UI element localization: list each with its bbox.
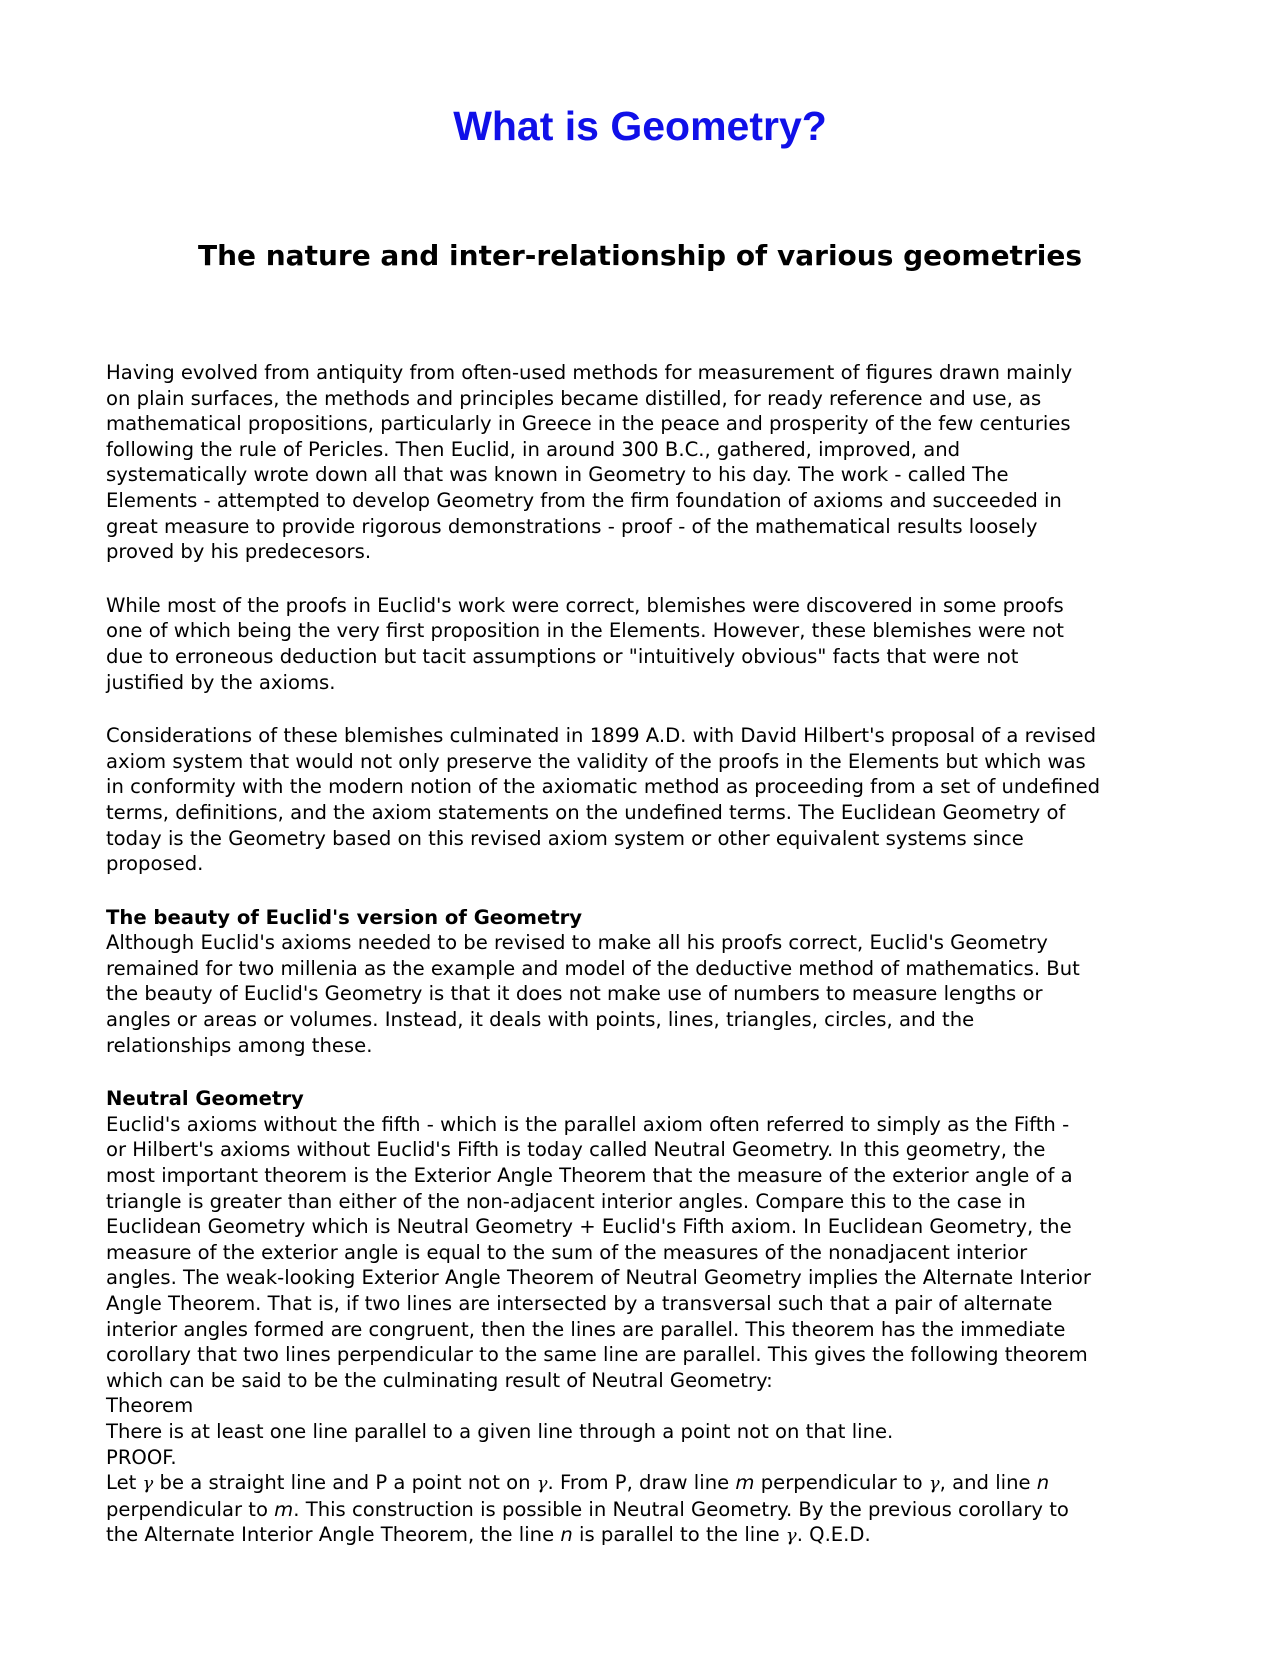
text-line: corollary that two lines perpendicular to the same line are parallel. This gives the following theorem [106,1343,1088,1367]
proof-text: . Q.E.D. [796,1523,871,1547]
text-line: interior angles formed are congruent, then the lines are parallel. This theorem has the immediate [106,1317,1066,1341]
text-line: today is the Geometry based on this revised axiom system or other equivalent systems since [106,826,1024,850]
section-heading: Neutral Geometry [106,1087,304,1111]
text-line: Angle Theorem. That is, if two lines are intersected by a transversal such that a pair of alternate [106,1292,1053,1315]
section-heading: The beauty of Euclid's version of Geometry [106,905,583,929]
proof-text: be a straight line and P a point not on [153,1471,537,1495]
gamma-symbol: γ [785,1525,797,1547]
text-line: systematically wrote down all that was known in Geometry to his day. The work - called The [106,463,1009,487]
proof-text: , and line [939,1471,1037,1495]
text-line: relationships among these. [106,1033,373,1057]
section-neutral [106,1086,1186,1549]
proof-line-2 [106,1497,1186,1523]
line-n-symbol: n [1036,1471,1050,1495]
proof-label: PROOF. [106,1445,177,1469]
proof-text: the Alternate Interior Angle Theorem, the line [106,1523,561,1547]
text-line: the beauty of Euclid's Geometry is that it does not make use of numbers to measure lengths or [106,982,1043,1006]
text-line: angles or areas or volumes. Instead, it deals with points, lines, triangles, circles, and the [106,1008,975,1032]
proof-text: is parallel to the line [572,1523,786,1547]
text-line: While most of the proofs in Euclid's work were correct, blemishes were discovered in some proofs [106,593,1064,617]
text-line: triangle is greater than either of the non-adjacent interior angles. Compare this to the case in [106,1189,1026,1213]
text-line: Euclid's axioms without the fifth - which is the parallel axiom often referred to simply as the Fifth - [106,1112,1070,1136]
proof-text: . This construction is possible in Neutral Geometry. By the previous corollary to [293,1497,1069,1521]
gamma-symbol: γ [142,1473,154,1495]
theorem-statement: There is at least one line parallel to a given line through a point not on that line. [106,1419,894,1443]
text-line: which can be said to be the culminating result of Neutral Geometry: [106,1368,773,1392]
proof-line-1 [106,1470,1186,1497]
proof-text: perpendicular to [106,1497,275,1521]
proof-text: perpendicular to [754,1471,929,1495]
proof-text: Let [106,1471,143,1495]
text-line: or Hilbert's axioms without Euclid's Fifth is today called Neutral Geometry. In this geometry, the [106,1138,1046,1162]
proof-line-3 [106,1522,1186,1549]
page-title: What is Geometry? [453,103,827,149]
text-line: Euclidean Geometry which is Neutral Geometry + Euclid's Fifth axiom. In Euclidean Geometry, the [106,1215,1072,1239]
text-line: great measure to provide rigorous demonstrations - proof - of the mathematical results loosely [106,514,1038,538]
text-line: most important theorem is the Exterior Angle Theorem that the measure of the exterior angle of a [106,1164,1073,1188]
text-line: one of which being the very first proposition in the Elements. However, these blemishes were not [106,619,1064,643]
text-line: Having evolved from antiquity from often-used methods for measurement of figures drawn mainly [106,361,1073,384]
text-line: mathematical propositions, particularly in Greece in the peace and prosperity of the few centuries [106,412,1071,436]
text-line: measure of the exterior angle is equal to the sum of the measures of the nonadjacent interior [106,1240,1028,1264]
text-line: proved by his predecesors. [106,540,372,564]
text-line: following the rule of Pericles. Then Euclid, in around 300 B.C., gathered, improved, and [106,437,961,461]
text-line: on plain surfaces, the methods and principles became distilled, for ready reference and use, as [106,386,1042,410]
paragraph-blemishes [106,593,1186,695]
text-line: angles. The weak-looking Exterior Angle Theorem of Neutral Geometry implies the Alternate Interior [106,1266,1091,1290]
proof-text: . From P, draw line [547,1471,736,1495]
text-line: axiom system that would not only preserve the validity of the proofs in the Elements but which was [106,749,1086,773]
text-line: in conformity with the modern notion of the axiomatic method as proceeding from a set of undefined [106,775,1101,799]
text-line: remained for two millenia as the example and model of the deductive method of mathematics. But [106,956,1080,980]
text-line: proposed. [106,852,204,876]
section-beauty [106,905,1186,1059]
paragraph-history [106,360,1186,565]
theorem-label: Theorem [106,1394,194,1418]
text-line: Elements - attempted to develop Geometry from the firm foundation of axioms and succeeded in [106,488,1062,512]
gamma-symbol: γ [928,1473,940,1495]
line-m-symbol: m [274,1497,294,1521]
paragraph-hilbert [106,723,1186,877]
text-line: due to erroneous deduction but tacit assumptions or "intuitively obvious" facts that were not [106,644,1019,668]
text-line: terms, definitions, and the axiom statements on the undefined terms. The Euclidean Geometry of [106,800,1066,824]
line-m-symbol: m [735,1471,755,1495]
text-line: Although Euclid's axioms needed to be revised to make all his proofs correct, Euclid's Geometry [106,931,1048,955]
gamma-symbol: γ [536,1473,548,1495]
text-line: Considerations of these blemishes culminated in 1899 A.D. with David Hilbert's proposal of a revised [106,724,1097,748]
line-n-symbol: n [560,1523,573,1547]
document-body [106,360,1186,1577]
page-subtitle: The nature and inter-relationship of various geometries [197,239,1083,272]
text-line: justified by the axioms. [106,670,336,694]
